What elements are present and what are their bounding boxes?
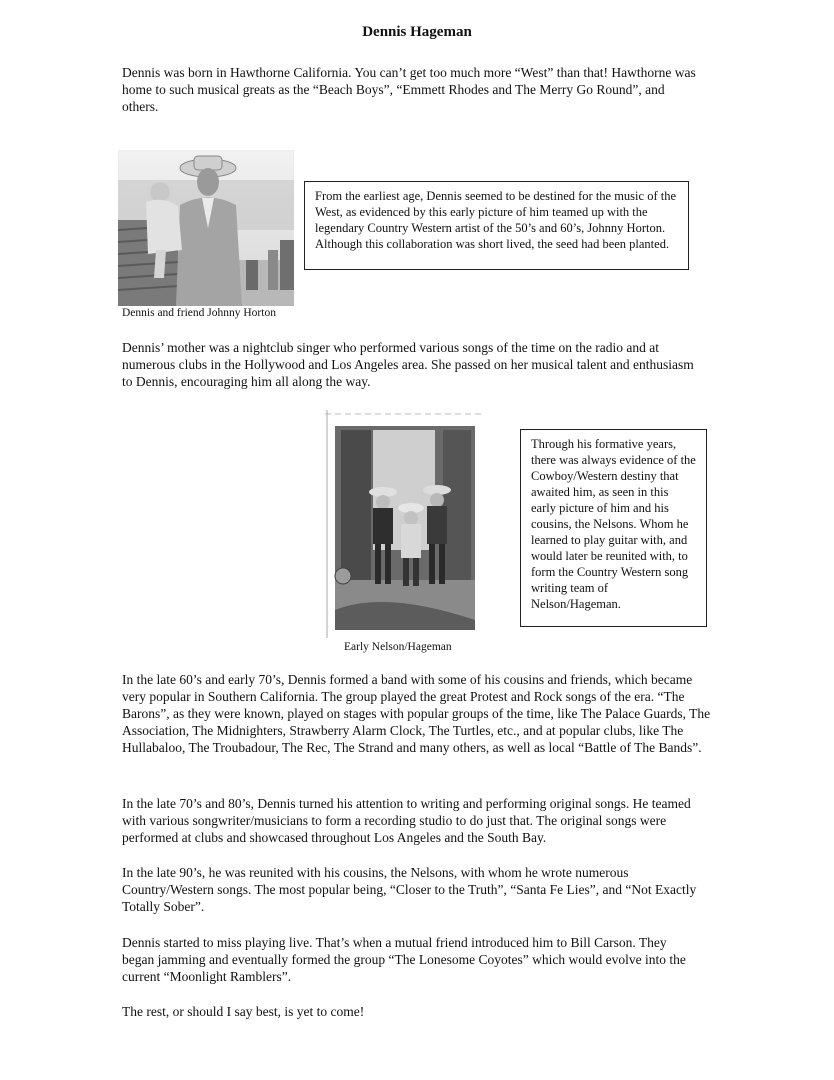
page-title: Dennis Hageman bbox=[362, 24, 472, 40]
seventies-paragraph: In the late 70’s and 80’s, Dennis turned his attention to writing and performing original songs. He teamed with various songwriter/musicians to form a recording studio to do just that. The original songs were performed at clubs and showcased throughout Los Angeles and the South Bay. bbox=[122, 796, 691, 845]
nelson-hageman-photo bbox=[325, 410, 481, 638]
nineties-paragraph: In the late 90’s, he was reunited with his cousins, the Nelsons, with whom he wrote numerous Country/Western songs. The most popular being, “Closer to the Truth”, “Santa Fe Lies”, and “Not Exactly Totally Sober”. bbox=[122, 865, 697, 914]
coyotes-paragraph: Dennis started to miss playing live. That’s when a mutual friend introduced him to Bill Carson. They began jamming and eventually formed the group “The Lonesome Coyotes” which would evolve into the current “Moonlight Ramblers”. bbox=[122, 935, 686, 984]
johnny-horton-photo bbox=[118, 150, 294, 306]
closing-paragraph: The rest, or should I say best, is yet to come! bbox=[122, 1004, 365, 1019]
barons-paragraph: In the late 60’s and early 70’s, Dennis formed a band with some of his cousins and friends, which became very popular in Southern California. The group played the great Protest and Rock songs of the era. “The Barons”, as they were known, played on stages with popular groups of the time, like The Palace Guards, The Association, The Midnighters, Strawberry Alarm Clock, The Turtles, etc., and at popular clubs, like The Hullabaloo, The Troubadour, The Rec, The Strand and many others, as well as local “Battle of The Bands”. bbox=[122, 672, 711, 755]
mother-paragraph: Dennis’ mother was a nightclub singer who performed various songs of the time on the radio and at numerous clubs in the Hollywood and Los Angeles area. She passed on her musical talent and enthusiasm to Dennis, encouraging him all along the way. bbox=[122, 340, 694, 389]
callout-box: Through his formative years, there was always evidence of the Cowboy/Western destiny that awaited him, as seen in this early picture of him and his cousins, the Nelsons. Whom he learned to play guitar with, and would later be reunited with, to form the Country Western song writing team of Nelson/Hageman. bbox=[520, 429, 707, 627]
intro-paragraph: Dennis was born in Hawthorne California. You can’t get too much more “West” than that! Hawthorne was home to such musical greats as the “Beach Boys”, “Emmett Rhodes and The Merry Go Round”, and others. bbox=[122, 65, 696, 114]
callout-box: From the earliest age, Dennis seemed to be destined for the music of the West, as evidenced by this early picture of him teamed up with the legendary Country Western artist of the 50’s and 60’s, Johnny Horton. Although this collaboration was short lived, the seed had been planted. bbox=[304, 181, 689, 270]
photo-caption: Early Nelson/Hageman bbox=[344, 641, 452, 653]
photo-caption: Dennis and friend Johnny Horton bbox=[122, 307, 276, 319]
